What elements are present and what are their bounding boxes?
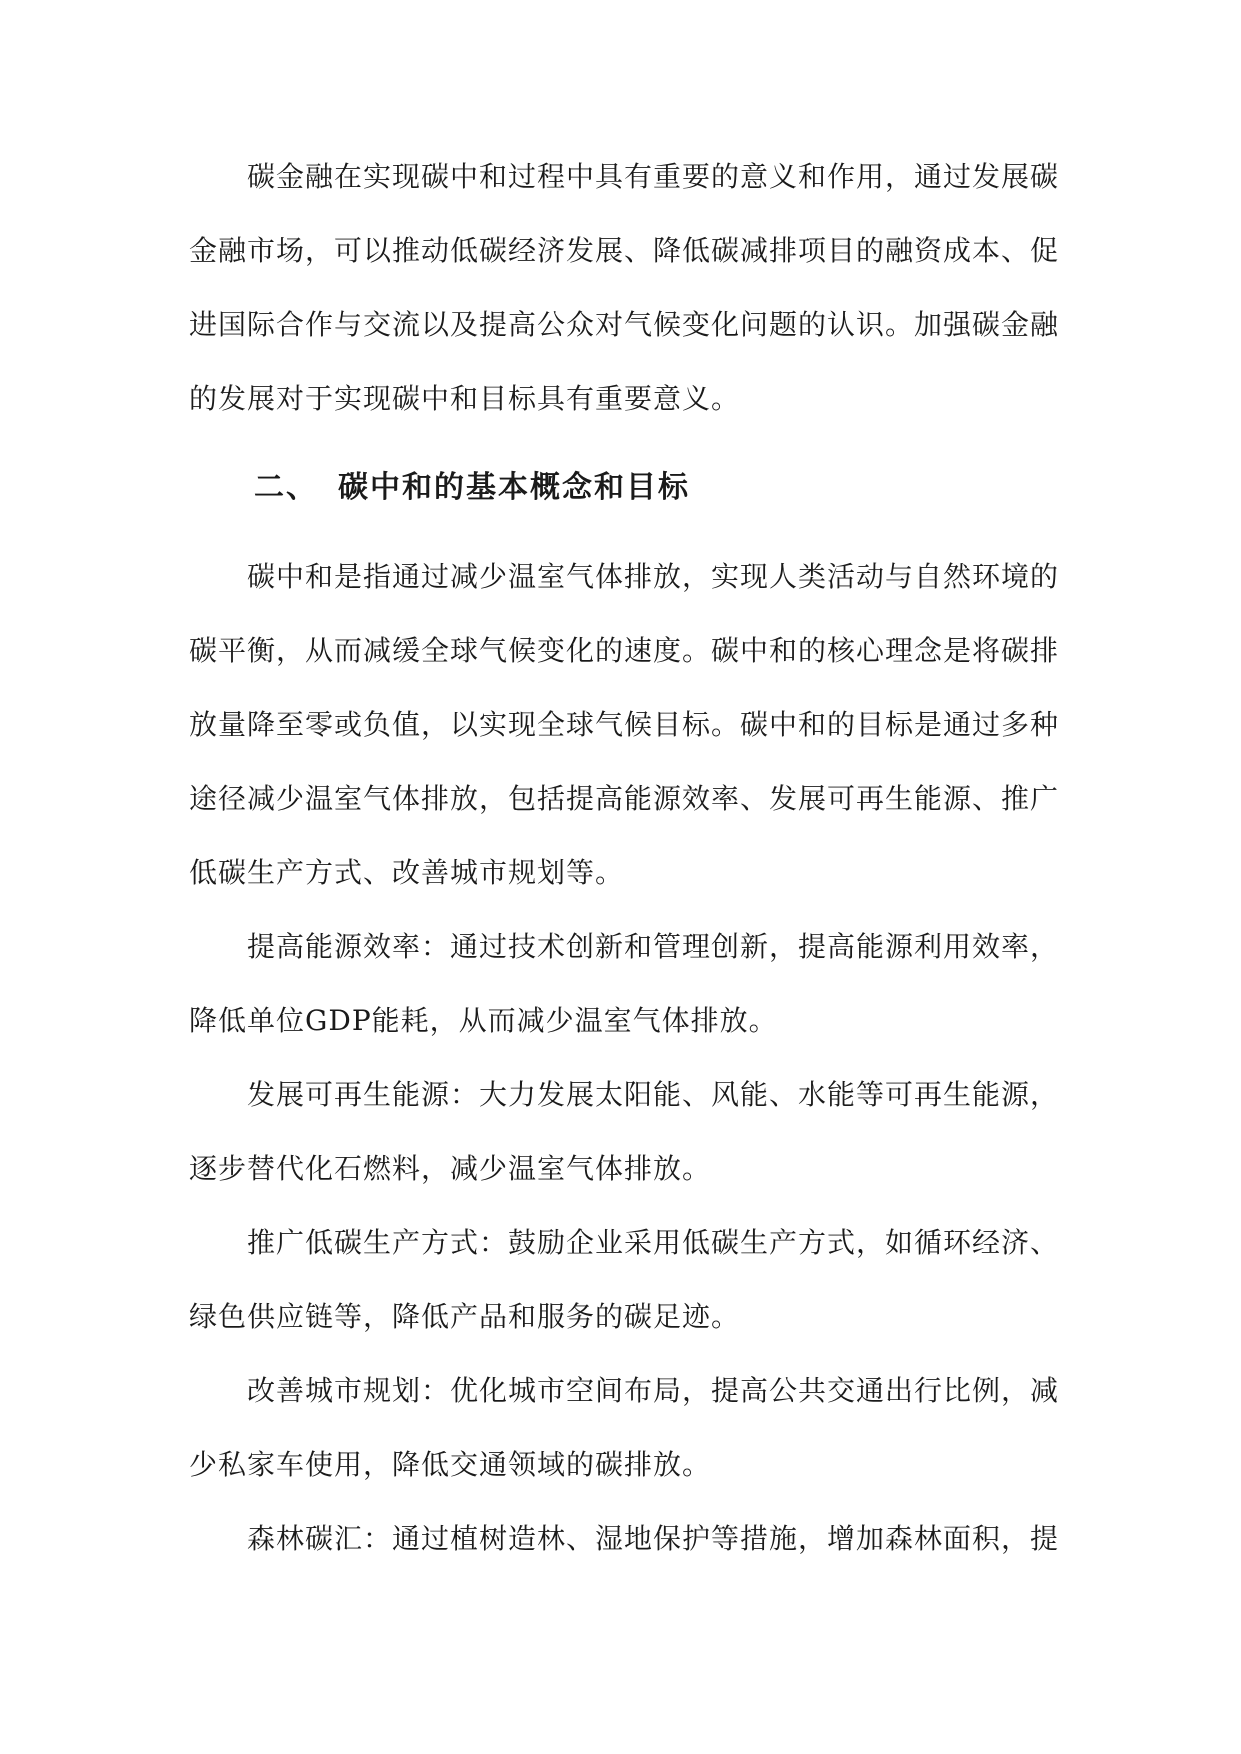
section-number: 二、 — [254, 470, 318, 505]
section-heading — [189, 462, 1059, 514]
body-paragraph-renewable-energy: 发展可再生能源：大力发展太阳能、风能、水能等可再生能源，逐步替代化石燃料，减少温室气体排放。 — [189, 1078, 1060, 1185]
page-content — [189, 140, 1059, 1576]
body-paragraph-low-carbon-production: 推广低碳生产方式：鼓励企业采用低碳生产方式，如循环经济、绿色供应链等，降低产品和服务的碳足迹。 — [189, 1226, 1060, 1333]
body-paragraph-energy-efficiency: 提高能源效率：通过技术创新和管理创新，提高能源利用效率，降低单位GDP能耗，从而减少温室气体排放。 — [189, 930, 1060, 1037]
intro-paragraph: 碳金融在实现碳中和过程中具有重要的意义和作用，通过发展碳金融市场，可以推动低碳经济发展、降低碳减排项目的融资成本、促进国际合作与交流以及提高公众对气候变化问题的认识。加强碳金融的发展对于实现碳中和目标具有重要意义。 — [189, 160, 1060, 415]
body-paragraph-definition: 碳中和是指通过减少温室气体排放，实现人类活动与自然环境的碳平衡，从而减缓全球气候变化的速度。碳中和的核心理念是将碳排放量降至零或负值，以实现全球气候目标。碳中和的目标是通过多种途径减少温室气体排放，包括提高能源效率、发展可再生能源、推广低碳生产方式、改善城市规划等。 — [189, 560, 1060, 889]
body-paragraph-urban-planning: 改善城市规划：优化城市空间布局，提高公共交通出行比例，减少私家车使用，降低交通领域的碳排放。 — [189, 1374, 1060, 1481]
body-paragraph-forest-carbon-sink: 森林碳汇：通过植树造林、湿地保护等措施，增加森林面积，提 — [247, 1522, 1060, 1555]
section-title: 碳中和的基本概念和目标 — [338, 470, 690, 505]
